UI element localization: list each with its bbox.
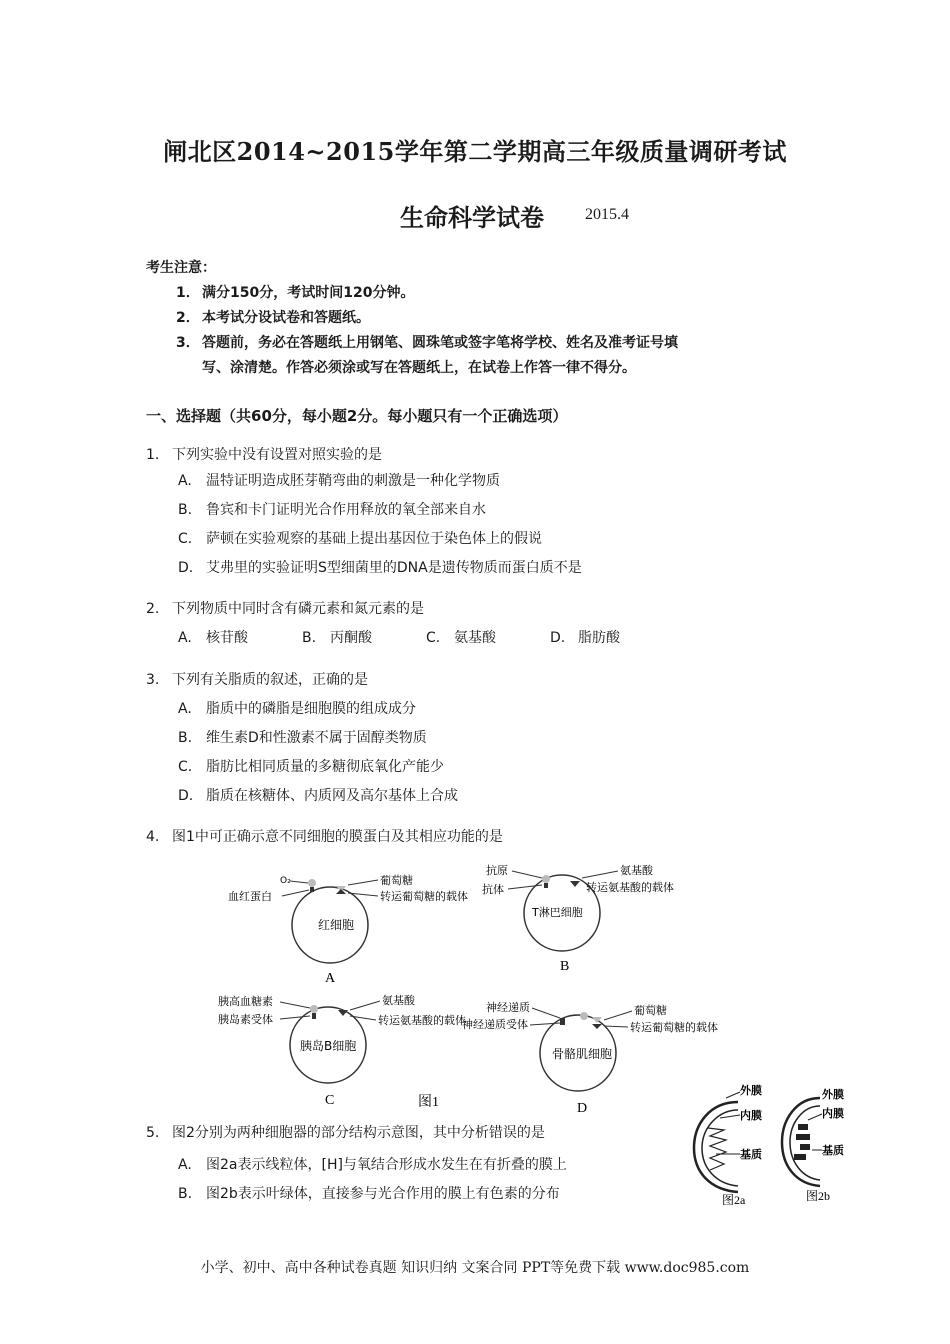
fig1-letter: B bbox=[560, 959, 570, 974]
fig1-label: 氨基酸 bbox=[382, 994, 415, 1007]
fig1-cell: 胰岛B细胞 bbox=[300, 1039, 357, 1053]
fig2a-label: 内膜 bbox=[740, 1109, 762, 1122]
exam-date: 2015.4 bbox=[585, 206, 629, 223]
figure-1 bbox=[210, 858, 730, 1118]
figure-1-caption: 图1 bbox=[418, 1095, 439, 1110]
figure-1-panel-b bbox=[482, 863, 674, 974]
fig1-letter: C bbox=[325, 1093, 335, 1108]
figure-2b-caption: 图2b bbox=[806, 1189, 831, 1203]
option: A. 核苷酸 bbox=[178, 630, 248, 646]
fig1-label: 葡萄糖 bbox=[634, 1004, 667, 1017]
figure-1-panel-c bbox=[218, 993, 466, 1108]
fig2b-label: 内膜 bbox=[822, 1107, 844, 1120]
fig1-label: 转运葡萄糖的载体 bbox=[380, 890, 468, 903]
exam-title: 闸北区2014~2015学年第二学期高三年级质量调研考试 bbox=[163, 137, 787, 166]
figure-2 bbox=[690, 1080, 850, 1210]
fig1-letter: A bbox=[325, 971, 336, 986]
fig1-label: 葡萄糖 bbox=[380, 874, 413, 887]
fig1-label: 转运葡萄糖的载体 bbox=[630, 1021, 718, 1034]
figure-1-panel-d bbox=[462, 1000, 718, 1116]
question-stem: 5. 图2分别为两种细胞器的部分结构示意图，其中分析错误的是 bbox=[146, 1125, 545, 1141]
fig1-cell: 红细胞 bbox=[318, 918, 355, 932]
fig1-letter: D bbox=[577, 1101, 588, 1116]
option: C. 脂肪比相同质量的多糖彻底氧化产能少 bbox=[178, 759, 444, 775]
option: A. 温特证明造成胚芽鞘弯曲的刺激是一种化学物质 bbox=[178, 473, 500, 489]
figure-2a-caption: 图2a bbox=[722, 1193, 746, 1207]
section-heading: 一、选择题（共60分，每小题2分。每小题只有一个正确选项） bbox=[146, 407, 568, 425]
page-footer: 小学、初中、高中各种试卷真题 知识归纳 文案合同 PPT等免费下载 www.doc985.com bbox=[200, 1260, 750, 1276]
fig1-label: 胰高血糖素 bbox=[218, 995, 273, 1008]
question-stem: 1. 下列实验中没有设置对照实验的是 bbox=[146, 447, 382, 463]
fig1-label: 神经递质 bbox=[486, 1001, 530, 1014]
notice-heading: 考生注意： bbox=[146, 260, 216, 276]
question-stem: 3. 下列有关脂质的叙述，正确的是 bbox=[146, 672, 368, 688]
fig1-label: 转运氨基酸的载体 bbox=[586, 881, 674, 894]
option: C. 氨基酸 bbox=[426, 630, 496, 646]
fig1-label: 抗体 bbox=[482, 883, 504, 896]
fig1-label: 氨基酸 bbox=[620, 864, 653, 877]
notice-item: 2． 本考试分设试卷和答题纸。 bbox=[176, 310, 370, 326]
option: B. 维生素D和性激素不属于固醇类物质 bbox=[178, 730, 427, 746]
fig1-label: 转运氨基酸的载体 bbox=[378, 1014, 466, 1027]
option: A. 脂质中的磷脂是细胞膜的组成成分 bbox=[178, 701, 416, 717]
question-stem: 2. 下列物质中同时含有磷元素和氮元素的是 bbox=[146, 601, 424, 617]
fig1-cell: T淋巴细胞 bbox=[532, 906, 583, 919]
fig2b-label: 外膜 bbox=[822, 1088, 844, 1101]
notice-item: 1． 满分150分，考试时间120分钟。 bbox=[176, 285, 415, 301]
paper-subtitle: 生命科学试卷 bbox=[400, 203, 544, 232]
fig1-label: 胰岛素受体 bbox=[218, 1013, 273, 1026]
fig1-label: 血红蛋白 bbox=[228, 890, 272, 903]
figure-1-panel-a bbox=[228, 873, 468, 986]
fig2a-label: 基质 bbox=[740, 1148, 762, 1161]
notice-item: 3． 答题前，务必在答题纸上用钢笔、圆珠笔或签字笔将学校、姓名及准考证号填 bbox=[176, 335, 678, 351]
figure-2b-chloroplast bbox=[782, 1087, 844, 1203]
fig1-label: 抗原 bbox=[486, 864, 508, 877]
option: D. 脂质在核糖体、内质网及高尔基体上合成 bbox=[178, 788, 458, 804]
option: B. 图2b表示叶绿体，直接参与光合作用的膜上有色素的分布 bbox=[178, 1186, 560, 1202]
fig1-label: 神经递质受体 bbox=[462, 1018, 528, 1031]
option: B. 丙酮酸 bbox=[302, 630, 372, 646]
notice-item: 写、涂清楚。作答必须涂或写在答题纸上，在试卷上作答一律不得分。 bbox=[202, 360, 636, 376]
option: B. 鲁宾和卡门证明光合作用释放的氧全部来自水 bbox=[178, 502, 486, 518]
fig1-label: O₂ bbox=[280, 876, 291, 886]
fig2a-label: 外膜 bbox=[740, 1084, 762, 1097]
option: A. 图2a表示线粒体，[H]与氧结合形成水发生在有折叠的膜上 bbox=[178, 1157, 567, 1173]
question-stem: 4. 图1中可正确示意不同细胞的膜蛋白及其相应功能的是 bbox=[146, 829, 503, 845]
option-row bbox=[178, 627, 620, 647]
fig1-cell: 骨骼肌细胞 bbox=[552, 1047, 613, 1061]
option: D. 艾弗里的实验证明S型细菌里的DNA是遗传物质而蛋白质不是 bbox=[178, 560, 582, 576]
figure-2a-mitochondrion bbox=[694, 1083, 762, 1207]
fig2b-label: 基质 bbox=[822, 1144, 844, 1157]
option: D. 脂肪酸 bbox=[550, 630, 620, 646]
option: C. 萨顿在实验观察的基础上提出基因位于染色体上的假说 bbox=[178, 531, 542, 547]
